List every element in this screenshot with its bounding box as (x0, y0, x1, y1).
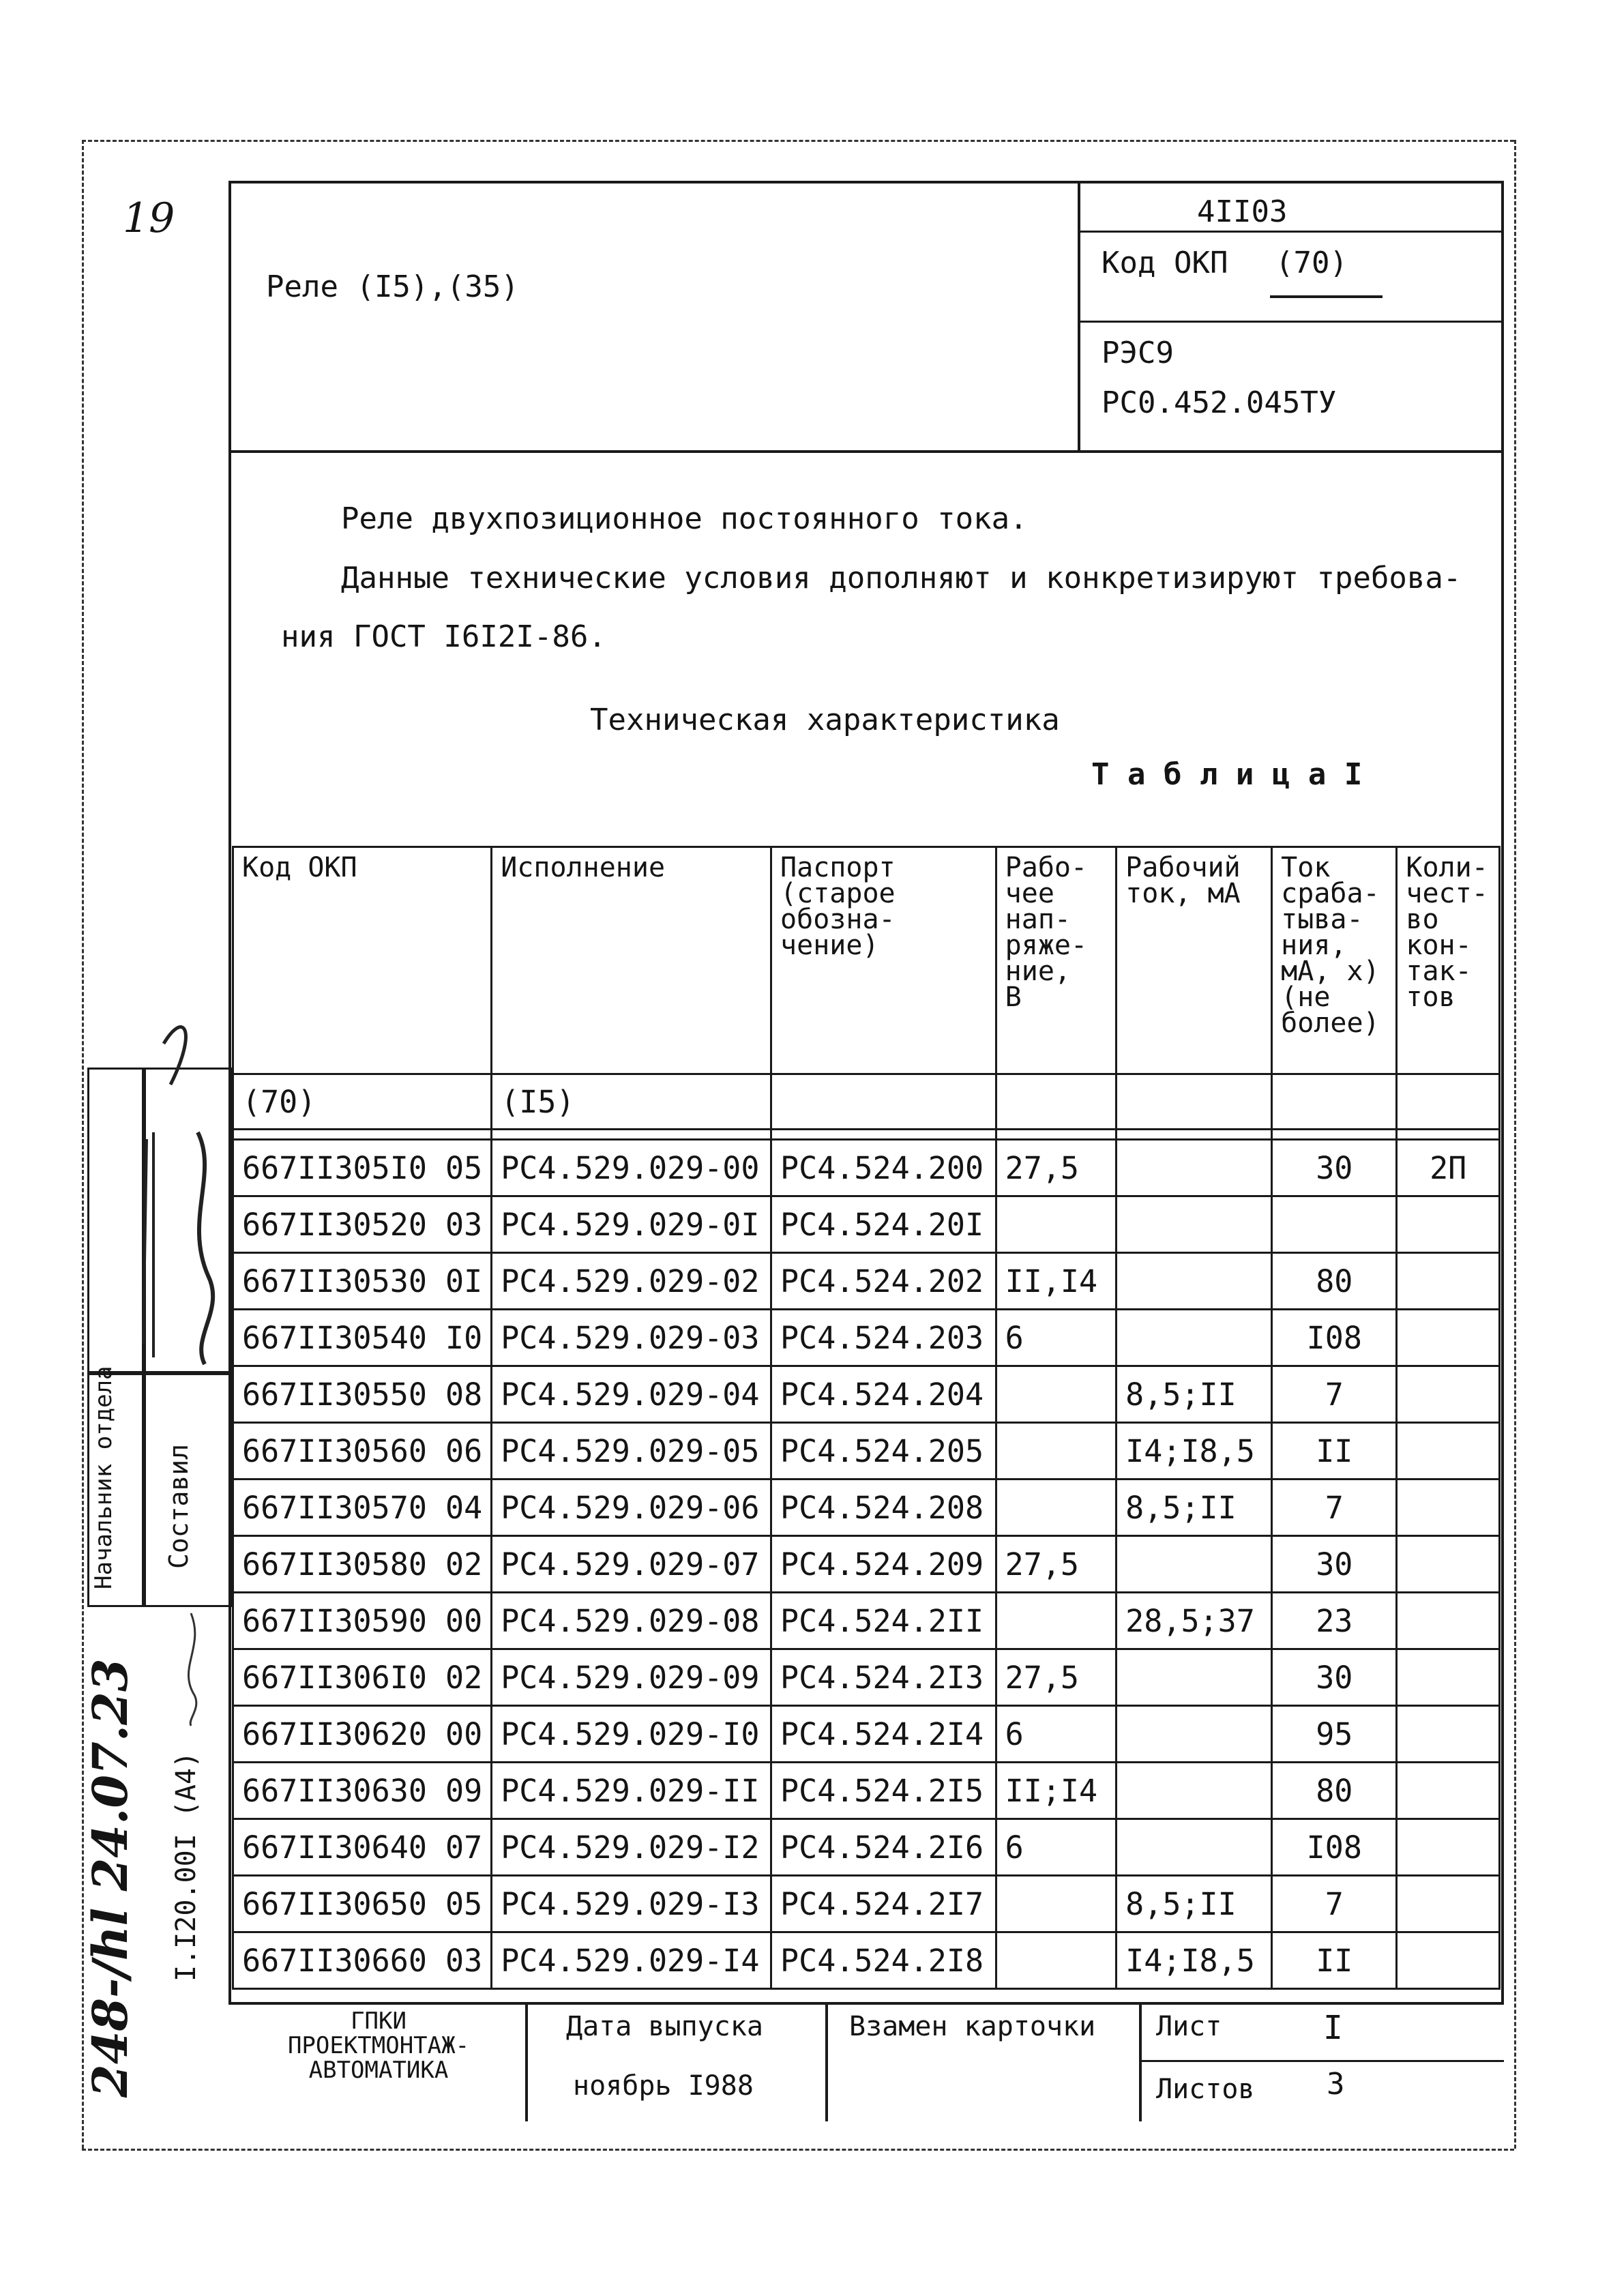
okp-label: Код ОКП (1102, 246, 1228, 280)
table-row: 667II30580 02 РС4.529.029-07 РС4.524.209 27,5 30 (233, 1536, 1500, 1593)
footer-divider-1 (525, 2002, 528, 2121)
table-subheader-row (233, 1074, 1500, 1130)
table-label: Т а б л и ц а I (1091, 757, 1363, 792)
signature-stroke-2 (143, 1132, 153, 1357)
cut-line-top (82, 140, 1514, 142)
signature-stroke-3 (198, 1132, 213, 1364)
header-code-line (1078, 231, 1504, 233)
table-row: 667II30630 09 РС4.529.029-II РС4.524.2I5 II;I4 80 (233, 1763, 1500, 1819)
issue-date-label: Дата выпуска (566, 2011, 763, 2042)
table-row: 667II306I0 02 РС4.529.029-09 РС4.524.2I3 27,5 30 (233, 1649, 1500, 1706)
col-header-passport: Паспорт (старое обозна- чение) (771, 847, 996, 1074)
table-row: 667II30660 03 РС4.529.029-I4 РС4.524.2I8 I4;I8,5 II (233, 1932, 1500, 1989)
col-header-version: Исполнение (492, 847, 771, 1074)
sheet-value: I (1323, 2009, 1343, 2047)
page-number: 19 (123, 194, 175, 242)
replace-card-label: Взамен карточки (849, 2011, 1096, 2042)
signature-stroke-1 (153, 1027, 186, 1385)
description-line-1: Реле двухпозиционное постоянного тока. (341, 501, 1028, 536)
okp-value: (70) (1275, 246, 1348, 280)
table-row: 667II30590 00 РС4.529.029-08 РС4.524.2II 28,5;37 23 (233, 1593, 1500, 1649)
description-line-3: ния ГОСТ I6I2I-86. (281, 619, 606, 654)
description-line-2: Данные технические условия дополняют и конкретизируют требова- (341, 561, 1462, 595)
small-signature-mark (164, 1606, 218, 1729)
table-row: 667II305I0 05 РС4.529.029-00 РС4.524.200 27,5 30 2П (233, 1140, 1500, 1196)
footer-divider-2 (825, 2002, 828, 2121)
col-header-okp: Код ОКП (233, 847, 492, 1074)
tech-spec: РС0.452.045ТУ (1102, 385, 1337, 420)
table-row: 667II30560 06 РС4.529.029-05 РС4.524.205 I4;I8,5 II (233, 1423, 1500, 1480)
table-row: 667II30570 04 РС4.529.029-06 РС4.524.208 8,5;II 7 (233, 1480, 1500, 1536)
head-of-dept-label: Начальник отдела (90, 1366, 117, 1589)
subheader-okp: (70) (233, 1074, 492, 1130)
handwritten-note: 248-/hl 24.07.23 (82, 1658, 138, 2098)
table-row: 667II30650 05 РС4.529.029-I3 РС4.524.2I7 8,5;II 7 (233, 1876, 1500, 1932)
card-title: Реле (I5),(35) (266, 269, 519, 304)
subheader-version: (I5) (492, 1074, 771, 1130)
spec-table (232, 846, 1501, 1990)
table-row: 667II30530 0I РС4.529.029-02 РС4.524.202 II,I4 80 (233, 1253, 1500, 1310)
sheets-label: Листов (1156, 2074, 1255, 2105)
okp-underline (1270, 295, 1383, 298)
col-header-trip-current: Ток сраба- тыва- ния, мА, х) (не более) (1272, 847, 1397, 1074)
cut-line-right (1514, 140, 1516, 2149)
table-row: 667II30520 03 РС4.529.029-0I РС4.524.20I (233, 1196, 1500, 1253)
table-row: 667II30620 00 РС4.529.029-I0 РС4.524.2I4 6 95 (233, 1706, 1500, 1763)
header-spec-line (1078, 321, 1504, 323)
section-title: Техническая характеристика (590, 703, 1060, 737)
sheets-value: 3 (1327, 2067, 1345, 2102)
table-row: 667II30640 07 РС4.529.029-I2 РС4.524.2I6 6 I08 (233, 1819, 1500, 1876)
relay-model: РЭС9 (1102, 336, 1174, 370)
signature-marks (89, 1003, 239, 1385)
issue-date-value: ноябрь I988 (573, 2070, 754, 2102)
group-code: 4II03 (1197, 194, 1288, 229)
table-row: 667II30540 I0 РС4.529.029-03 РС4.524.203 6 I08 (233, 1310, 1500, 1366)
table-row: 667II30550 08 РС4.529.029-04 РС4.524.204 8,5;II 7 (233, 1366, 1500, 1423)
document-code: I.I20.00I (А4) (171, 1751, 202, 1982)
cut-line-bottom (82, 2149, 1514, 2151)
signature-stroke-4 (188, 1613, 196, 1726)
header-separator (228, 450, 1504, 453)
sheet-label: Лист (1156, 2011, 1222, 2042)
header-divider (1078, 181, 1080, 450)
org-name: ГПКИ ПРОЕКТМОНТАЖ- АВТОМАТИКА (287, 2007, 470, 2084)
col-header-voltage: Рабо- чее нап- ряже- ние, В (996, 847, 1117, 1074)
col-header-current: Рабочий ток, мА (1117, 847, 1272, 1074)
col-header-contacts: Коли- чест- во кон- так- тов (1397, 847, 1500, 1074)
footer-sheet-line (1139, 2060, 1504, 2062)
compiled-by-label: Составил (164, 1443, 194, 1569)
table-header-row (233, 847, 1500, 1074)
